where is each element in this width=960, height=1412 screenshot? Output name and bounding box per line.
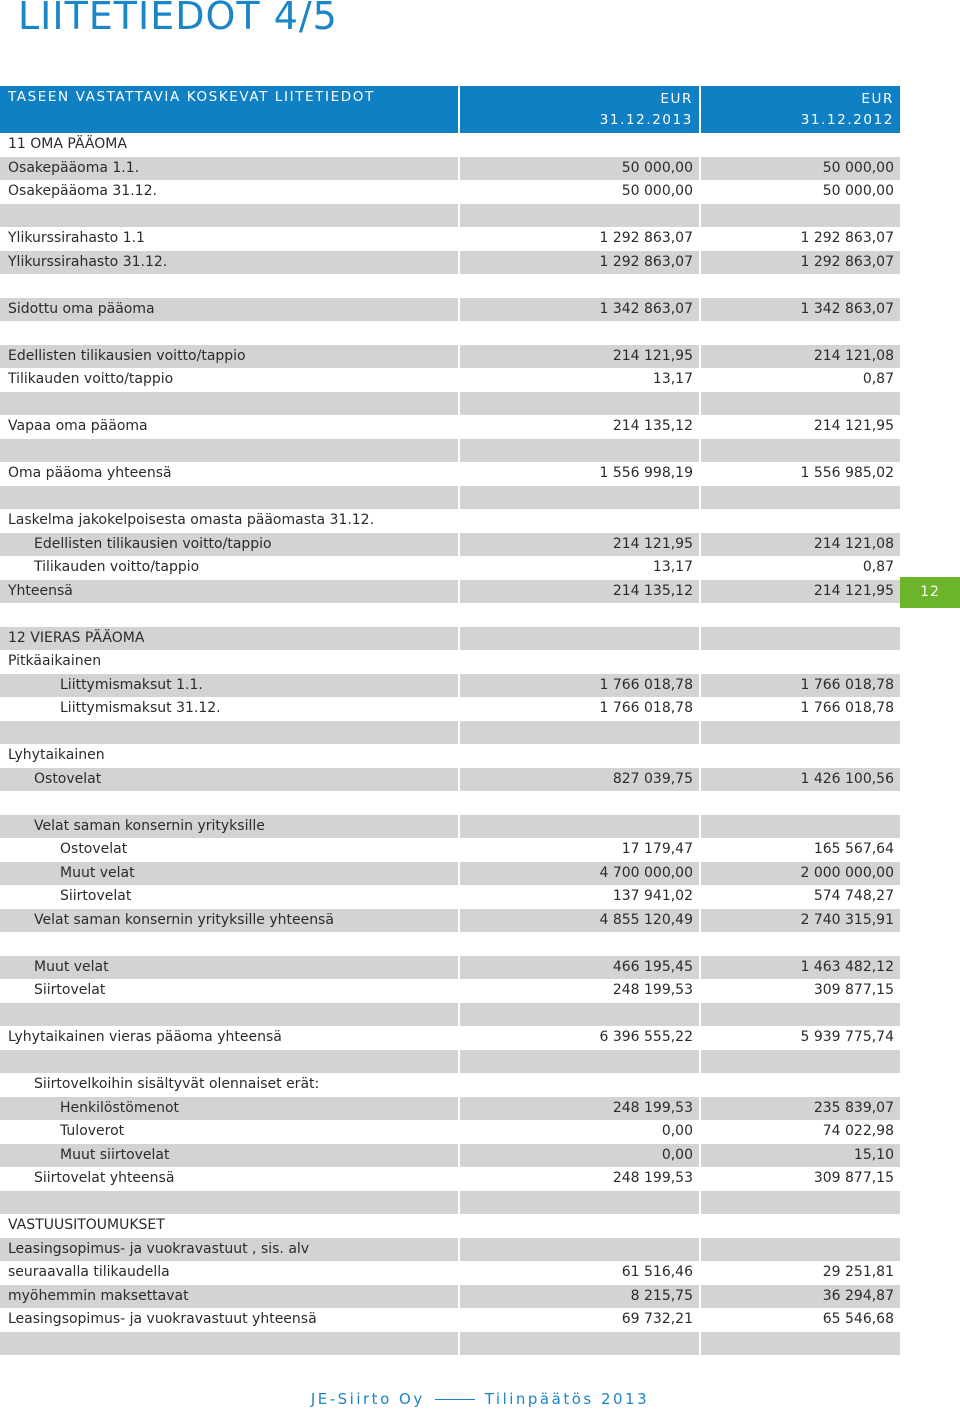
row-value-2012: 1 463 482,12	[699, 956, 900, 980]
table-row	[0, 180, 900, 204]
row-value-2013	[458, 439, 699, 463]
row-value-2012: 0,87	[699, 368, 900, 392]
row-value-2012	[699, 392, 900, 416]
table-row	[0, 744, 900, 768]
row-label: Ylikurssirahasto 1.1	[8, 230, 145, 246]
table-header-col-2012	[699, 86, 900, 133]
row-label: Edellisten tilikausien voitto/tappio	[34, 535, 272, 552]
row-value-2012: 309 877,15	[699, 1167, 900, 1191]
row-label: Siirtovelat yhteensä	[34, 1170, 175, 1186]
table-row	[0, 509, 900, 533]
page-title: LIITETIEDOT 4/5	[18, 0, 338, 38]
row-value-2012: 1 556 985,02	[699, 462, 900, 486]
row-value-2012	[699, 744, 900, 768]
table-row	[0, 838, 900, 862]
row-label	[0, 321, 458, 345]
row-value-2013: 0,00	[458, 1144, 699, 1168]
table-row	[0, 462, 900, 486]
row-value-2013: 1 292 863,07	[458, 251, 699, 275]
table-row	[0, 697, 900, 721]
table-row	[0, 133, 900, 157]
row-value-2012: 15,10	[699, 1144, 900, 1168]
row-value-2013	[458, 321, 699, 345]
row-label: Velat saman konsernin yrityksille yhteensä	[34, 911, 334, 928]
row-label	[0, 1191, 458, 1215]
table-row	[0, 768, 900, 792]
row-value-2012	[699, 932, 900, 956]
table-header-title: TASEEN VASTATTAVIA KOSKEVAT LIITETIEDOT	[8, 89, 375, 105]
row-value-2013	[458, 603, 699, 627]
table-row	[0, 157, 900, 181]
table-row	[0, 1285, 900, 1309]
row-value-2012	[699, 274, 900, 298]
row-label: VASTUUSITOUMUKSET	[8, 1217, 165, 1233]
row-label: Ylikurssirahasto 31.12.	[8, 253, 168, 270]
row-value-2013: 13,17	[458, 368, 699, 392]
row-value-2013	[458, 274, 699, 298]
row-label: Osakepääoma 31.12.	[8, 183, 157, 199]
table-row	[0, 603, 900, 627]
row-label: Pitkäaikainen	[8, 653, 102, 669]
table-row	[0, 1191, 900, 1215]
row-label: Muut velat	[60, 864, 135, 881]
table-row	[0, 368, 900, 392]
row-label: Tilikauden voitto/tappio	[8, 371, 174, 387]
row-value-2012: 2 000 000,00	[699, 862, 900, 886]
row-value-2013	[458, 1050, 699, 1074]
row-value-2013	[458, 204, 699, 228]
table-row	[0, 1073, 900, 1097]
table-row	[0, 1308, 900, 1332]
table-row	[0, 979, 900, 1003]
row-value-2012: 0,87	[699, 556, 900, 580]
table-row	[0, 486, 900, 510]
table-row	[0, 791, 900, 815]
row-value-2013	[458, 486, 699, 510]
table-header	[0, 86, 900, 133]
row-value-2012: 165 567,64	[699, 838, 900, 862]
table-row	[0, 1050, 900, 1074]
row-label: 12 VIERAS PÄÄOMA	[8, 629, 145, 646]
table-row	[0, 815, 900, 839]
table-row	[0, 1026, 900, 1050]
row-value-2013	[458, 392, 699, 416]
row-value-2013: 1 766 018,78	[458, 697, 699, 721]
row-label: Ostovelat	[34, 770, 102, 787]
row-value-2013: 1 766 018,78	[458, 674, 699, 698]
row-value-2012: 50 000,00	[699, 157, 900, 181]
row-value-2013: 4 855 120,49	[458, 909, 699, 933]
row-value-2013: 1 342 863,07	[458, 298, 699, 322]
row-label	[0, 603, 458, 627]
row-value-2012: 1 766 018,78	[699, 697, 900, 721]
row-value-2012	[699, 1003, 900, 1027]
row-value-2013	[458, 744, 699, 768]
row-value-2012	[699, 791, 900, 815]
row-value-2012	[699, 133, 900, 157]
row-label	[0, 392, 458, 416]
table-row	[0, 1144, 900, 1168]
row-value-2013	[458, 509, 699, 533]
row-value-2012: 214 121,95	[699, 415, 900, 439]
row-value-2013: 13,17	[458, 556, 699, 580]
row-value-2012	[699, 650, 900, 674]
row-value-2012: 1 342 863,07	[699, 298, 900, 322]
row-label	[0, 439, 458, 463]
row-value-2012: 29 251,81	[699, 1261, 900, 1285]
table-row	[0, 1167, 900, 1191]
row-value-2012: 309 877,15	[699, 979, 900, 1003]
row-value-2013: 1 556 998,19	[458, 462, 699, 486]
row-value-2012	[699, 204, 900, 228]
row-value-2012	[699, 627, 900, 651]
row-value-2013: 50 000,00	[458, 180, 699, 204]
table-row	[0, 885, 900, 909]
row-label: Liittymismaksut 1.1.	[60, 676, 203, 693]
row-value-2012: 1 292 863,07	[699, 251, 900, 275]
row-label: Liittymismaksut 31.12.	[60, 700, 221, 716]
table-header-col-2013	[458, 86, 699, 133]
row-value-2013: 69 732,21	[458, 1308, 699, 1332]
row-value-2013: 214 121,95	[458, 345, 699, 369]
table-row	[0, 862, 900, 886]
row-value-2013: 466 195,45	[458, 956, 699, 980]
table-row	[0, 274, 900, 298]
row-value-2013: 1 292 863,07	[458, 227, 699, 251]
row-value-2012: 214 121,08	[699, 345, 900, 369]
row-label: Ostovelat	[60, 841, 128, 857]
footer-company: JE-Siirto Oy	[310, 1390, 425, 1408]
row-value-2013: 61 516,46	[458, 1261, 699, 1285]
table-row	[0, 251, 900, 275]
row-label: Muut velat	[34, 958, 109, 975]
row-label: Siirtovelat	[60, 888, 132, 904]
row-value-2013	[458, 791, 699, 815]
row-label	[0, 486, 458, 510]
table-row	[0, 439, 900, 463]
col-2013-currency: EUR	[660, 91, 693, 107]
table-row	[0, 321, 900, 345]
row-value-2013	[458, 932, 699, 956]
row-value-2012	[699, 321, 900, 345]
row-label: Velat saman konsernin yrityksille	[34, 817, 265, 834]
row-value-2012	[699, 439, 900, 463]
table-row	[0, 650, 900, 674]
row-value-2012	[699, 1073, 900, 1097]
row-value-2013	[458, 1191, 699, 1215]
row-value-2012	[699, 509, 900, 533]
table-row	[0, 580, 900, 604]
row-label: Yhteensä	[8, 582, 73, 599]
row-label: Leasingsopimus- ja vuokravastuut yhteensä	[8, 1311, 317, 1327]
row-label: Osakepääoma 1.1.	[8, 159, 140, 176]
table-row	[0, 1332, 900, 1356]
row-value-2012: 50 000,00	[699, 180, 900, 204]
row-value-2012	[699, 486, 900, 510]
row-label: Siirtovelkoihin sisältyvät olennaiset erät:	[34, 1076, 320, 1092]
row-label: Laskelma jakokelpoisesta omasta pääomasta 31.12.	[8, 512, 375, 528]
row-label	[0, 274, 458, 298]
row-label	[0, 1332, 458, 1356]
row-label	[0, 932, 458, 956]
row-value-2013	[458, 721, 699, 745]
col-2013-date: 31.12.2013	[599, 112, 693, 128]
row-value-2012: 214 121,08	[699, 533, 900, 557]
table-row	[0, 533, 900, 557]
row-value-2012: 1 766 018,78	[699, 674, 900, 698]
table-row	[0, 627, 900, 651]
row-value-2012: 5 939 775,74	[699, 1026, 900, 1050]
footer-report: Tilinpäätös 2013	[484, 1390, 650, 1408]
row-value-2012	[699, 1050, 900, 1074]
row-value-2012: 74 022,98	[699, 1120, 900, 1144]
row-value-2012: 214 121,95	[699, 580, 900, 604]
row-label: myöhemmin maksettavat	[8, 1287, 189, 1304]
row-value-2012	[699, 1214, 900, 1238]
row-label	[0, 791, 458, 815]
row-label: Lyhytaikainen	[8, 747, 105, 763]
row-value-2013: 4 700 000,00	[458, 862, 699, 886]
row-value-2012	[699, 1238, 900, 1262]
row-value-2013	[458, 1214, 699, 1238]
row-value-2013	[458, 627, 699, 651]
row-label: Vapaa oma pääoma	[8, 418, 148, 434]
table-row	[0, 1097, 900, 1121]
row-value-2012: 1 426 100,56	[699, 768, 900, 792]
notes-table	[0, 86, 900, 1355]
row-label: Leasingsopimus- ja vuokravastuut , sis. alv	[8, 1240, 310, 1257]
row-label	[0, 1050, 458, 1074]
row-value-2013: 214 121,95	[458, 533, 699, 557]
table-row	[0, 1120, 900, 1144]
row-value-2013: 17 179,47	[458, 838, 699, 862]
row-label	[0, 1003, 458, 1027]
table-row	[0, 932, 900, 956]
row-value-2013	[458, 1332, 699, 1356]
table-row	[0, 556, 900, 580]
row-value-2013: 248 199,53	[458, 979, 699, 1003]
row-value-2013	[458, 650, 699, 674]
row-value-2013: 248 199,53	[458, 1167, 699, 1191]
row-value-2012: 1 292 863,07	[699, 227, 900, 251]
table-row	[0, 1261, 900, 1285]
table-row	[0, 1003, 900, 1027]
col-2012-currency: EUR	[861, 91, 894, 107]
row-value-2013: 827 039,75	[458, 768, 699, 792]
row-value-2012	[699, 721, 900, 745]
row-value-2012	[699, 815, 900, 839]
row-label	[0, 204, 458, 228]
row-value-2012: 574 748,27	[699, 885, 900, 909]
row-value-2013	[458, 1003, 699, 1027]
table-row	[0, 1214, 900, 1238]
row-value-2013: 137 941,02	[458, 885, 699, 909]
table-row	[0, 674, 900, 698]
table-row	[0, 345, 900, 369]
row-value-2013	[458, 133, 699, 157]
row-value-2013: 50 000,00	[458, 157, 699, 181]
row-value-2012: 2 740 315,91	[699, 909, 900, 933]
table-row	[0, 1238, 900, 1262]
row-label: Henkilöstömenot	[60, 1099, 179, 1116]
row-value-2013: 248 199,53	[458, 1097, 699, 1121]
row-value-2013: 214 135,12	[458, 415, 699, 439]
col-2012-date: 31.12.2012	[800, 112, 894, 128]
row-label: Muut siirtovelat	[60, 1146, 170, 1163]
row-label: Lyhytaikainen vieras pääoma yhteensä	[8, 1029, 282, 1045]
row-value-2013	[458, 815, 699, 839]
footer-dash	[435, 1399, 475, 1400]
row-value-2013: 0,00	[458, 1120, 699, 1144]
row-value-2012: 65 546,68	[699, 1308, 900, 1332]
table-row	[0, 956, 900, 980]
row-label: Tuloverot	[60, 1123, 125, 1139]
row-label: Oma pääoma yhteensä	[8, 465, 172, 481]
row-label: Tilikauden voitto/tappio	[34, 559, 200, 575]
row-label	[0, 721, 458, 745]
table-body	[0, 133, 900, 1355]
row-value-2013: 214 135,12	[458, 580, 699, 604]
page-footer	[0, 1390, 960, 1408]
row-label: Siirtovelat	[34, 982, 106, 998]
table-row	[0, 909, 900, 933]
row-label: Sidottu oma pääoma	[8, 300, 155, 317]
row-value-2012: 36 294,87	[699, 1285, 900, 1309]
table-row	[0, 392, 900, 416]
table-row	[0, 204, 900, 228]
table-row	[0, 298, 900, 322]
row-value-2013	[458, 1073, 699, 1097]
row-label: seuraavalla tilikaudella	[8, 1264, 170, 1280]
table-row	[0, 721, 900, 745]
row-value-2012	[699, 1332, 900, 1356]
row-label: Edellisten tilikausien voitto/tappio	[8, 347, 246, 364]
row-value-2012	[699, 603, 900, 627]
row-value-2012	[699, 1191, 900, 1215]
row-value-2013: 8 215,75	[458, 1285, 699, 1309]
row-value-2013: 6 396 555,22	[458, 1026, 699, 1050]
row-label: 11 OMA PÄÄOMA	[8, 136, 127, 152]
table-row	[0, 415, 900, 439]
page-number-tab: 12	[900, 577, 960, 608]
row-value-2013	[458, 1238, 699, 1262]
row-value-2012: 235 839,07	[699, 1097, 900, 1121]
table-row	[0, 227, 900, 251]
